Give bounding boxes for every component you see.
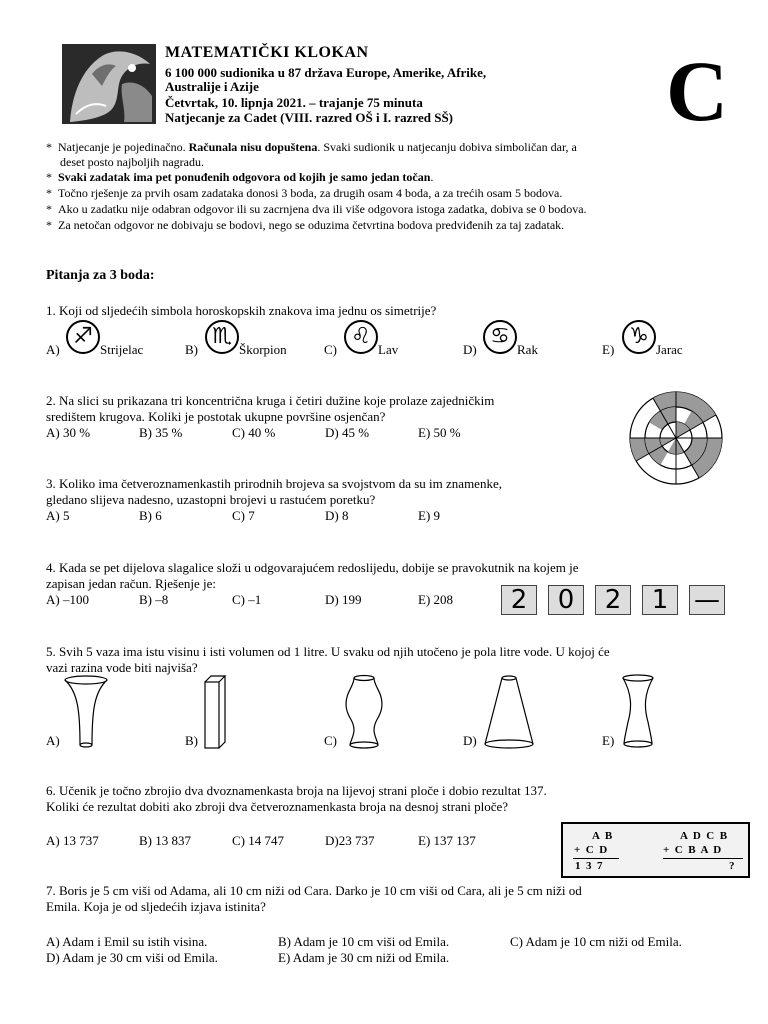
addition-board (561, 822, 750, 878)
q2-option-b: B) 35 % (139, 425, 183, 440)
q1-option-e-label: Jarac (656, 342, 683, 357)
q5-option-c: C) (324, 733, 337, 748)
puzzle-piece-2: 0 (548, 585, 584, 615)
leo-icon: ♌ (344, 320, 378, 354)
vases-figure (0, 672, 768, 752)
q4-option-d: D) 199 (325, 592, 362, 607)
q3-option-d: D) 8 (325, 508, 349, 523)
q7-line2: Emila. Koja je od sljedećih izjava istinita? (46, 899, 266, 914)
puzzle-piece-4: 1 (642, 585, 678, 615)
q7-option-a: A) Adam i Emil su istih visina. (46, 934, 208, 949)
q5-option-b: B) (185, 733, 198, 748)
board-right-rule (663, 858, 743, 859)
q3-option-e: E) 9 (418, 508, 441, 523)
rule-1: * Natjecanje je pojedinačno. Računala nisu dopuštena. Svaki sudionik u natjecanju dobiva simboličan dar, a (46, 140, 577, 154)
q1-text: 1. Koji od sljedećih simbola horoskopskih znakova ima jednu os simetrije? (46, 303, 437, 318)
q3-line2: gledano slijeva nadesno, uzastopni brojevi u rastućem poretku? (46, 492, 376, 507)
q1-option-a-letter: A) (46, 342, 60, 357)
q4-option-a: A) –100 (46, 592, 89, 607)
q7-option-c: C) Adam je 10 cm niži od Emila. (510, 934, 682, 949)
vase-e (623, 675, 653, 747)
q1-option-b-label: Škorpion (239, 342, 287, 357)
q6-line1: 6. Učenik je točno zbrojio dva dvoznamenkasta broja na lijevoj strani ploče i dobio rezultat 137. (46, 783, 547, 798)
puzzle-piece-5: — (689, 585, 725, 615)
q7-option-d: D) Adam je 30 cm viši od Emila. (46, 950, 218, 965)
rule-3: * Točno rješenje za prvih osam zadataka donosi 3 boda, za drugih osam 4 boda, a za trećih osam 5 bodova. (46, 186, 563, 200)
q7-line1: 7. Boris je 5 cm viši od Adama, ali 10 cm niži od Cara. Darko je 10 cm viši od Cara, ali je 5 cm niži od (46, 883, 582, 898)
q7-option-b: B) Adam je 10 cm viši od Emila. (278, 934, 450, 949)
kangaroo-logo (62, 44, 156, 124)
board-left-row3: 1 3 7 (575, 860, 603, 872)
board-left-row2: + C D (574, 844, 608, 856)
vase-d (485, 676, 533, 748)
header-participants: 6 100 000 sudionika u 87 država Europe, Amerike, Afrike, (165, 65, 487, 80)
scorpio-icon: ♏ (205, 320, 239, 354)
q1-option-c-letter: C) (324, 342, 337, 357)
q3-option-a: A) 5 (46, 508, 70, 523)
rule-2: * Svaki zadatak ima pet ponuđenih odgovora od kojih je samo jedan točan. (46, 170, 434, 184)
q6-option-a: A) 13 737 (46, 833, 99, 848)
rule-1-cont: deset posto najboljih nagradu. (60, 155, 204, 169)
board-right-row3: ? (729, 860, 735, 872)
q2-option-d: D) 45 % (325, 425, 370, 440)
sagittarius-icon: ♐ (66, 320, 100, 354)
cancer-icon: ♋ (483, 320, 517, 354)
q2-line2: središtem krugova. Koliki je postotak ukupne površine osjenčan? (46, 409, 386, 424)
q4-line2: zapisan jedan račun. Rješenje je: (46, 576, 217, 591)
q5-line1: 5. Svih 5 vaza ima istu visinu i isti volumen od 1 litre. U svaku od njih utočeno je pola litre vode. U kojoj će (46, 644, 610, 659)
q4-option-b: B) –8 (139, 592, 169, 607)
q4-line1: 4. Kada se pet dijelova slagalice složi u odgovarajućem redoslijedu, dobije se pravokutnik na kojem je (46, 560, 579, 575)
rule-5: * Za netočan odgovor ne dobivaju se bodovi, nego se oduzima četvrtina bodova predviđenih za taj zadatak. (46, 218, 565, 232)
q1-option-a-label: Strijelac (100, 342, 144, 357)
header-continents: Australije i Azije (165, 79, 259, 94)
q3-option-b: B) 6 (139, 508, 162, 523)
q1-option-b-letter: B) (185, 342, 198, 357)
q1-option-e-letter: E) (602, 342, 615, 357)
q5-option-d: D) (463, 733, 477, 748)
q4-option-c: C) –1 (232, 592, 262, 607)
q2-option-a: A) 30 % (46, 425, 91, 440)
q2-line1: 2. Na slici su prikazana tri koncentrična kruga i četiri dužine koje prolaze zajedničkim (46, 393, 495, 408)
header-date: Četvrtak, 10. lipnja 2021. – trajanje 75 minuta (165, 95, 423, 110)
header-title: MATEMATIČKI KLOKAN (165, 44, 369, 61)
puzzle-piece-3: 2 (595, 585, 631, 615)
q2-option-c: C) 40 % (232, 425, 276, 440)
q6-option-e: E) 137 137 (418, 833, 476, 848)
q3-line1: 3. Koliko ima četveroznamenkastih prirodnih brojeva sa svojstvom da su im znamenke, (46, 476, 502, 491)
rule-4: * Ako u zadatku nije odabran odgovor ili su zacrnjena dva ili više odgovora istoga zadatka, dobiva se 0 bodova. (46, 202, 587, 216)
board-right-row2: + C B A D (663, 844, 722, 856)
vase-a (65, 676, 107, 747)
q1-option-c-label: Lav (378, 342, 399, 357)
q5-option-e: E) (602, 733, 615, 748)
category-letter: C (666, 43, 729, 139)
concentric-circles-figure (628, 390, 724, 491)
board-left-row1: A B (592, 830, 613, 842)
board-right-row1: A D C B (680, 830, 728, 842)
q7-option-e: E) Adam je 30 cm niži od Emila. (278, 950, 450, 965)
section-heading: Pitanja za 3 boda: (46, 268, 155, 283)
q5-option-a: A) (46, 733, 60, 748)
q4-option-e: E) 208 (418, 592, 454, 607)
header-category-desc: Natjecanje za Cadet (VIII. razred OŠ i I. razred SŠ) (165, 110, 453, 125)
vase-c (346, 676, 382, 749)
q6-option-c: C) 14 747 (232, 833, 284, 848)
q6-line2: Koliki će rezultat dobiti ako zbroji dva četveroznamenkasta broja na desnoj strani ploče? (46, 799, 509, 814)
capricorn-icon: ♑ (622, 320, 656, 354)
q1-option-d-label: Rak (517, 342, 538, 357)
vase-b (205, 676, 225, 748)
q3-option-c: C) 7 (232, 508, 255, 523)
q1-option-d-letter: D) (463, 342, 477, 357)
q2-option-e: E) 50 % (418, 425, 461, 440)
q6-option-b: B) 13 837 (139, 833, 191, 848)
board-left-rule (573, 858, 619, 859)
puzzle-piece-1: 2 (501, 585, 537, 615)
q5-line2: vazi razina vode biti najviša? (46, 660, 198, 675)
q6-option-d: D)23 737 (325, 833, 375, 848)
